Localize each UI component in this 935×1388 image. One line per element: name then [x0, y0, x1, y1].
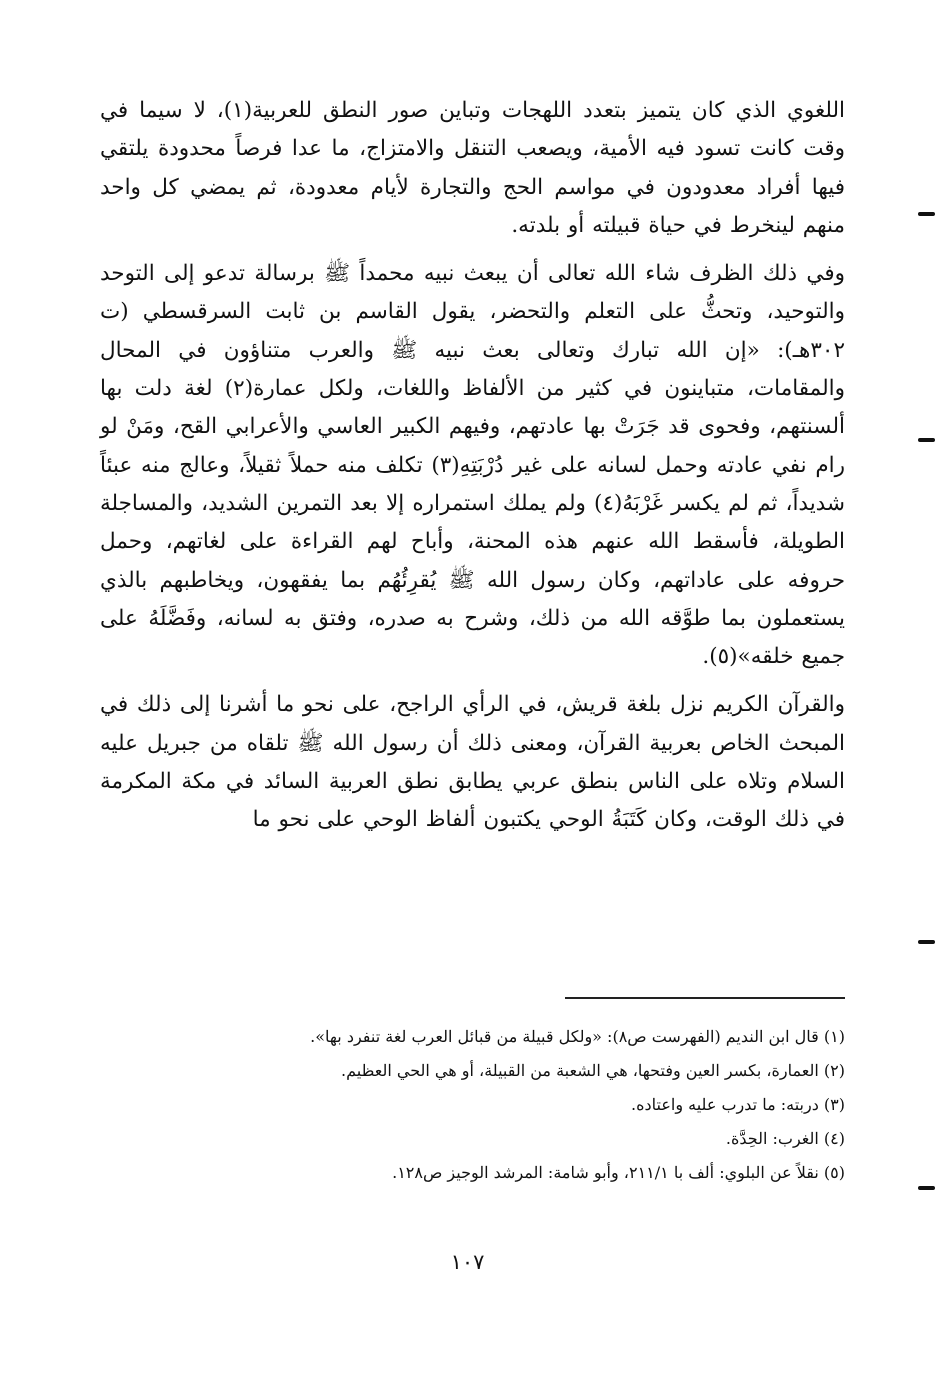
footnotes	[100, 1020, 845, 1190]
paragraph-2: وفي ذلك الظرف شاء الله تعالى أن يبعث نبيه محمداً ﷺ برسالة تدعو إلى التوحد والتوحيد، وتحثُّ على التعلم والتحضر، يقول القاسم بن ثابت السرقسطي (ت ٣٠٢هـ): «إن الله تبارك وتعالى بعث نبيه ﷺ والعرب متناؤون في المحال والمقامات، متباينون في كثير من الألفاظ واللغات، ولكل عمارة(٢) لغة دلت بها ألسنتهم، وفحوى قد جَرَتْ بها عادتهم، وفيهم الكبير العاسي والأعرابي القح، ومَنْ لو رام نفي عادته وحمل لسانه على غير دُرْبَتِهِ(٣) تكلف منه حملاً ثقيلاً، وعالج منه عبئاً شديداً، ثم لم يكسر غَرْبَهُ(٤) ولم يملك استمراره إلا بعد التمرين الشديد، والمساجلة الطويلة، فأسقط الله عنهم هذه المحنة، وأباح لهم القراءة على لغاتهم، وحمل حروفه على عاداتهم، وكان رسول الله ﷺ يُقرِئُهُم بما يفقهون، ويخاطبهم بالذي يستعملون بما طوَّقه الله من ذلك، وشرح به صدره، وفتق به لسانه، وفَضَّلَهُ على جميع خلقه»(٥).	[100, 261, 846, 670]
footnote-5: (٥) نقلاً عن البلوي: ألف با ٢١١/١، وأبو شامة: المرشد الوجيز ص١٢٨.	[392, 1163, 845, 1182]
margin-mark	[918, 212, 935, 216]
footnote-4: (٤) الغرب: الحِدَّة.	[725, 1129, 845, 1148]
footnote-separator	[565, 997, 845, 999]
margin-mark	[918, 438, 935, 442]
footnote-2: (٢) العمارة، بكسر العين وفتحها، هي الشعبة من القبيلة، أو هي الحي العظيم.	[341, 1061, 845, 1080]
footnote-1: (١) قال ابن النديم (الفهرست ص٨): «ولكل قبيلة من قبائل العرب لغة تنفرد بها».	[310, 1027, 845, 1046]
paragraph-3: والقرآن الكريم نزل بلغة قريش، في الرأي الراجح، على نحو ما أشرنا إلى ذلك في المبحث الخاص بعربية القرآن، ومعنى ذلك أن رسول الله ﷺ تلقاه من جبريل عليه السلام وتلاه على الناس بنطق عربي يطابق نطق العربية السائد في مكة المكرمة في ذلك الوقت، وكان كَتَبَةُ الوحي يكتبون ألفاظ الوحي على نحو ما	[100, 692, 845, 833]
footnote-3: (٣) دربته: ما تدرب عليه واعتاده.	[631, 1095, 845, 1114]
page-number: ١٠٧	[450, 1250, 485, 1274]
margin-mark	[918, 940, 935, 944]
paragraph-1: اللغوي الذي كان يتميز بتعدد اللهجات وتباين صور النطق للعربية(١)، لا سيما في وقت كانت تسود فيه الأمية، ويصعب التنقل والامتزاج، ما عدا فرصاً محدودة يلتقي فيها أفراد معدودون في مواسم الحج والتجارة لأيام معدودة، ثم يمضي كل واحد منهم لينخرط في حياة قبيلته أو بلدته.	[100, 98, 845, 238]
main-text	[100, 92, 845, 840]
margin-mark	[918, 1186, 935, 1190]
